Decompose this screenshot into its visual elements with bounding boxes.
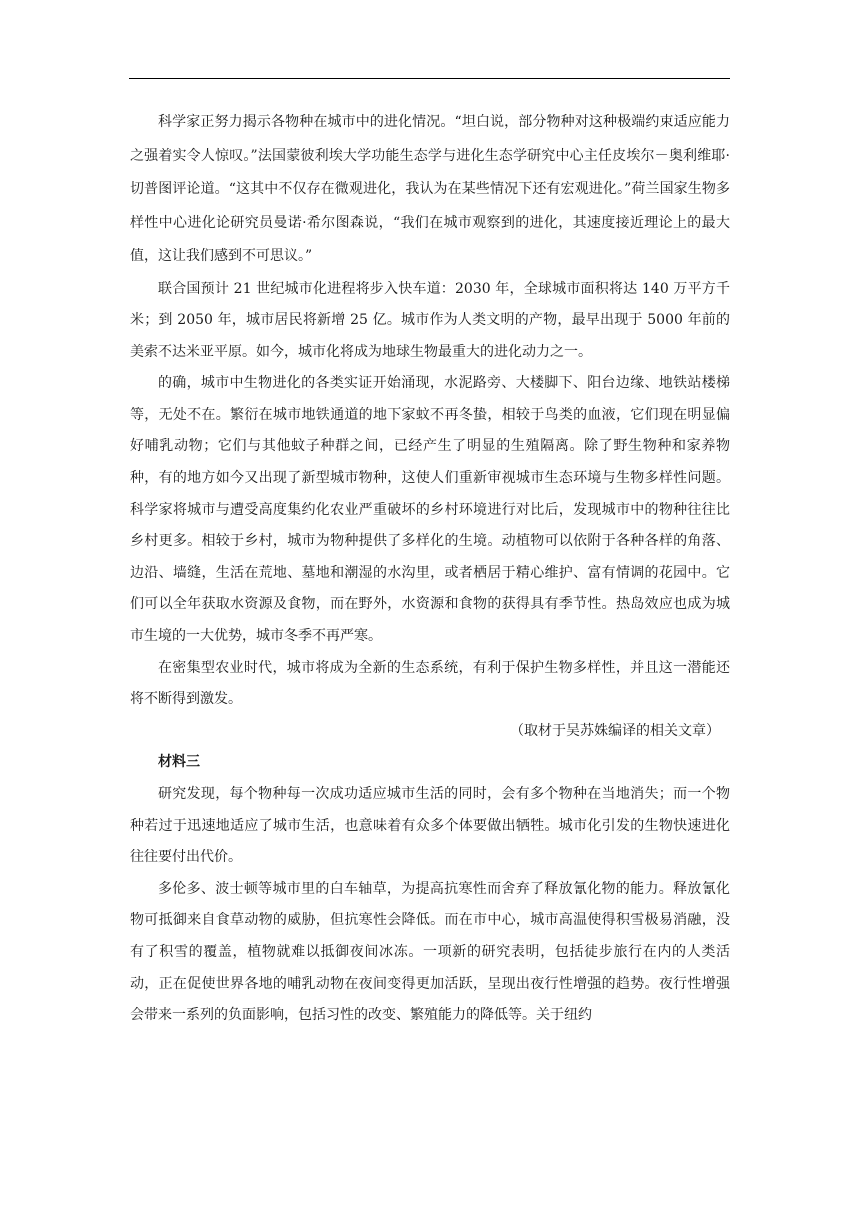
paragraph: 科学家正努力揭示各物种在城市中的进化情况。“坦白说，部分物种对这种极端约束适应能力之强着实令人惊叹。”法国蒙彼利埃大学功能生态学与进化生态学研究中心主任皮埃尔－奥利维耶·切普图评论道。“这其中不仅存在微观进化，我认为在某些情况下还有宏观进化。”荷兰国家生物多样性中心进化论研究员曼诺·希尔图森说，“我们在城市观察到的进化，其速度接近理论上的最大值，这让我们感到不可思议。” xyxy=(130,114,730,264)
paragraph: 多伦多、波士顿等城市里的白车轴草，为提高抗寒性而舍弃了释放氰化物的能力。释放氰化物可抵御来自食草动物的威胁，但抗寒性会降低。而在市中心，城市高温使得积雪极易消融，没有了积雪的覆盖，植物就难以抵御夜间冰冻。一项新的研究表明，包括徒步旅行在内的人类活动，正在促使世界各地的哺乳动物在夜间变得更加活跃，呈现出夜行性增强的趋势。夜行性增强会带来一系列的负面影响，包括习性的改变、繁殖能力的降低等。关于纽约 xyxy=(130,880,730,1024)
section-heading: 材料三 xyxy=(158,754,200,771)
paragraph: 在密集型农业时代，城市将成为全新的生态系统，有利于保护生物多样性，并且这一潜能还将不断得到激发。 xyxy=(130,659,730,708)
paragraph: 联合国预计 21 世纪城市化进程将步入快车道：2030 年，全球城市面积将达 140 万平方千米；到 2050 年，城市居民将新增 25 亿。城市作为人类文明的产物，最早出现于 5000 年前的美索不达米亚平原。如今，城市化将成为地球生物最重大的进化动力之一。 xyxy=(130,280,730,360)
paragraph: 研究发现，每个物种每一次成功适应城市生活的同时，会有多个物种在当地消失；而一个物种若过于迅速地适应了城市生活，也意味着有众多个体要做出牺牲。城市化引发的生物快速进化往往要付出代价。 xyxy=(130,786,730,866)
document-body xyxy=(130,106,730,1032)
header-rule xyxy=(129,78,730,79)
paragraph: 的确，城市中生物进化的各类实证开始涌现，水泥路旁、大楼脚下、阳台边缘、地铁站楼梯等，无处不在。繁衍在城市地铁通道的地下家蚊不再冬蛰，相较于鸟类的血液，它们现在明显偏好哺乳动物；它们与其他蚊子种群之间，已经产生了明显的生殖隔离。除了野生物种和家养物种，有的地方如今又出现了新型城市物种，这使人们重新审视城市生态环境与生物多样性问题。科学家将城市与遭受高度集约化农业严重破坏的乡村环境进行对比后，发现城市中的物种往往比乡村更多。相较于乡村，城市为物种提供了多样化的生境。动植物可以依附于各种各样的角落、边沿、墙缝，生活在荒地、墓地和潮湿的水沟里，或者栖居于精心维护、富有情调的花园中。它们可以全年获取水资源及食物，而在野外，水资源和食物的获得具有季节性。热岛效应也成为城市生境的一大优势，城市冬季不再严寒。 xyxy=(130,375,730,645)
source-note: （取材于吴苏姝编译的相关文章） xyxy=(510,722,720,739)
